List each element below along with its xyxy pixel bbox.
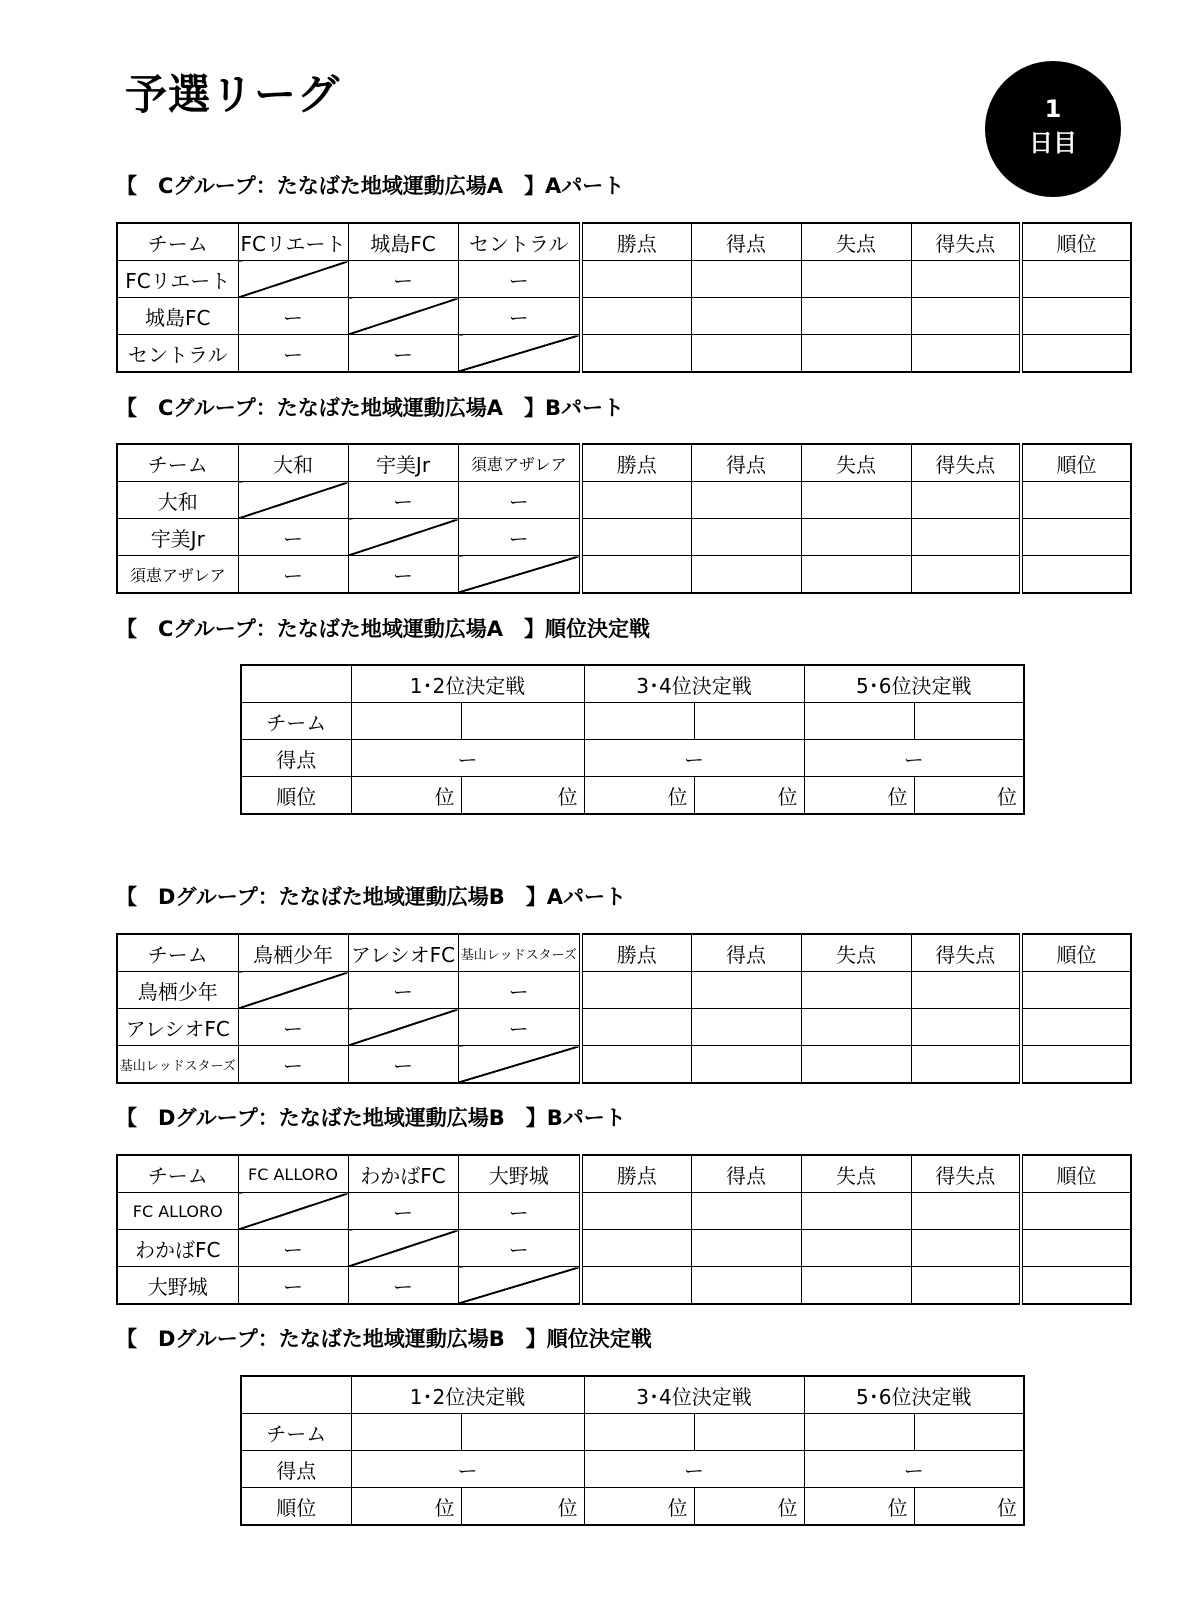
points-cell [581,972,691,1009]
score-cell: ー [351,1451,584,1488]
header-opponent: 鳥栖少年 [238,934,348,972]
team-row [117,1046,1131,1084]
section-heading: 【 Dグループ：たなばた地域運動広場B 】Aパート [116,885,627,909]
diagonal-cell [238,1193,348,1230]
score-cell: ー [584,1451,804,1488]
final-header-row [241,665,1024,703]
header-goals-for: 得点 [691,444,801,482]
section-heading: 【 Cグループ：たなばた地域運動広場A 】Bパート [116,396,624,420]
diagonal-cell [238,482,348,519]
goals-against-cell [801,519,911,556]
team-name: 城島FC [117,298,238,335]
header-opponent: 須恵アザレア [458,444,581,482]
match-title: 1･2位決定戦 [351,1376,584,1414]
rank-cell: 位 [804,777,914,815]
final-score-row [241,740,1024,777]
team-name: FC ALLORO [117,1193,238,1230]
goal-difference-cell [911,1193,1021,1230]
section-heading: 【 Cグループ：たなばた地域運動広場A 】順位決定戦 [116,617,650,641]
final-score-row [241,1451,1024,1488]
header-opponent: アレシオFC [348,934,458,972]
points-cell [581,482,691,519]
points-cell [581,298,691,335]
header-goal-difference: 得失点 [911,223,1021,261]
rank-cell [1021,261,1131,298]
blank-cell [241,1376,351,1414]
goals-for-cell [691,1230,801,1267]
goals-for-cell [691,298,801,335]
score-cell: ー [458,482,581,519]
league-table-c-a [116,222,1132,373]
final-team-row [241,703,1024,740]
rank-cell: 位 [351,1488,461,1526]
score-cell: ー [348,972,458,1009]
header-goals-against: 失点 [801,444,911,482]
points-cell [581,335,691,373]
score-cell: ー [458,519,581,556]
team-row [117,1230,1131,1267]
goals-against-cell [801,261,911,298]
league-table-c-b [116,443,1132,594]
day-badge [985,61,1121,197]
score-cell: ー [458,1009,581,1046]
rank-cell [1021,519,1131,556]
goal-difference-cell [911,556,1021,594]
score-cell: ー [351,740,584,777]
team-cell [351,703,461,740]
day-number: 1 [1044,95,1062,123]
rank-cell: 位 [914,777,1024,815]
header-team: チーム [117,934,238,972]
goals-against-cell [801,1009,911,1046]
header-row [117,1155,1131,1193]
final-rank-row [241,777,1024,815]
score-cell: ー [804,740,1024,777]
points-cell [581,1046,691,1084]
rank-cell [1021,1046,1131,1084]
rank-cell [1021,298,1131,335]
header-row [117,223,1131,261]
goal-difference-cell [911,972,1021,1009]
page-title: 予選リーグ [125,70,341,119]
header-goals-for: 得点 [691,934,801,972]
diagonal-cell [458,1267,581,1305]
rank-cell: 位 [351,777,461,815]
day-label: 日目 [1029,129,1077,157]
score-cell: ー [238,1230,348,1267]
header-opponent: 基山レッドスターズ [458,934,581,972]
team-cell [461,703,584,740]
goals-for-cell [691,1267,801,1305]
rank-cell [1021,1009,1131,1046]
header-row [117,444,1131,482]
team-name: 大和 [117,482,238,519]
header-opponent: 宇美Jr [348,444,458,482]
team-row [117,1267,1131,1305]
goals-for-cell [691,261,801,298]
points-cell [581,519,691,556]
header-goals-for: 得点 [691,1155,801,1193]
goal-difference-cell [911,519,1021,556]
goal-difference-cell [911,1267,1021,1305]
header-opponent: FCリエート [238,223,348,261]
blank-cell [241,665,351,703]
header-opponent: 城島FC [348,223,458,261]
header-goals-against: 失点 [801,934,911,972]
team-cell [694,1414,804,1451]
team-cell [694,703,804,740]
diagonal-cell [348,1230,458,1267]
score-cell: ー [348,1046,458,1084]
diagonal-cell [348,298,458,335]
score-cell: ー [348,261,458,298]
match-title: 3･4位決定戦 [584,1376,804,1414]
header-rank: 順位 [1021,444,1131,482]
team-row [117,298,1131,335]
league-table-d-a [116,933,1132,1084]
header-goals-against: 失点 [801,1155,911,1193]
points-cell [581,1009,691,1046]
team-row [117,519,1131,556]
goals-against-cell [801,482,911,519]
score-cell: ー [458,972,581,1009]
score-cell: ー [238,1267,348,1305]
points-cell [581,1267,691,1305]
rank-cell: 位 [461,777,584,815]
score-cell: ー [458,261,581,298]
points-cell [581,556,691,594]
rank-cell: 位 [694,777,804,815]
header-team: チーム [117,1155,238,1193]
row-label: チーム [241,1414,351,1451]
match-title: 5･6位決定戦 [804,1376,1024,1414]
points-cell [581,1230,691,1267]
header-rank: 順位 [1021,934,1131,972]
goal-difference-cell [911,261,1021,298]
diagonal-cell [458,335,581,373]
diagonal-cell [458,1046,581,1084]
goals-against-cell [801,972,911,1009]
score-cell: ー [348,335,458,373]
header-goal-difference: 得失点 [911,934,1021,972]
score-cell: ー [348,482,458,519]
team-name: わかばFC [117,1230,238,1267]
team-name: 鳥栖少年 [117,972,238,1009]
goals-for-cell [691,1009,801,1046]
diagonal-cell [348,1009,458,1046]
team-cell [804,703,914,740]
row-label: 順位 [241,1488,351,1526]
header-goals-against: 失点 [801,223,911,261]
team-name: 基山レッドスターズ [117,1046,238,1084]
score-cell: ー [458,1230,581,1267]
score-cell: ー [238,556,348,594]
goals-for-cell [691,1046,801,1084]
score-cell: ー [804,1451,1024,1488]
header-goal-difference: 得失点 [911,444,1021,482]
league-table-d-b [116,1154,1132,1305]
score-cell: ー [238,335,348,373]
section-heading: 【 Dグループ：たなばた地域運動広場B 】順位決定戦 [116,1327,652,1351]
team-row [117,972,1131,1009]
team-cell [351,1414,461,1451]
goals-against-cell [801,1230,911,1267]
score-cell: ー [584,740,804,777]
final-table-c [240,664,1025,815]
header-points: 勝点 [581,934,691,972]
goals-for-cell [691,482,801,519]
header-team: チーム [117,223,238,261]
goal-difference-cell [911,298,1021,335]
header-goals-for: 得点 [691,223,801,261]
rank-cell: 位 [584,1488,694,1526]
team-name: 須恵アザレア [117,556,238,594]
header-opponent: FC ALLORO [238,1155,348,1193]
goals-for-cell [691,519,801,556]
header-opponent: 大野城 [458,1155,581,1193]
header-goal-difference: 得失点 [911,1155,1021,1193]
final-table-d [240,1375,1025,1526]
match-title: 5･6位決定戦 [804,665,1024,703]
header-row [117,934,1131,972]
points-cell [581,261,691,298]
rank-cell [1021,335,1131,373]
points-cell [581,1193,691,1230]
team-row [117,482,1131,519]
goals-for-cell [691,556,801,594]
score-cell: ー [458,1193,581,1230]
team-name: セントラル [117,335,238,373]
diagonal-cell [238,972,348,1009]
team-cell [584,1414,694,1451]
rank-cell [1021,1267,1131,1305]
row-label: チーム [241,703,351,740]
team-row [117,556,1131,594]
rank-cell [1021,1230,1131,1267]
match-title: 1･2位決定戦 [351,665,584,703]
rank-cell [1021,556,1131,594]
team-name: FCリエート [117,261,238,298]
goal-difference-cell [911,1009,1021,1046]
goal-difference-cell [911,1230,1021,1267]
rank-cell: 位 [914,1488,1024,1526]
rank-cell [1021,1193,1131,1230]
goals-against-cell [801,335,911,373]
team-row [117,1193,1131,1230]
diagonal-cell [238,261,348,298]
team-row [117,261,1131,298]
score-cell: ー [238,1046,348,1084]
goals-against-cell [801,1193,911,1230]
rank-cell [1021,972,1131,1009]
final-rank-row [241,1488,1024,1526]
header-rank: 順位 [1021,223,1131,261]
team-cell [914,1414,1024,1451]
team-name: 宇美Jr [117,519,238,556]
goals-against-cell [801,298,911,335]
score-cell: ー [238,298,348,335]
header-opponent: 大和 [238,444,348,482]
header-team: チーム [117,444,238,482]
match-title: 3･4位決定戦 [584,665,804,703]
final-team-row [241,1414,1024,1451]
rank-cell [1021,482,1131,519]
header-opponent: セントラル [458,223,581,261]
team-cell [584,703,694,740]
header-points: 勝点 [581,444,691,482]
score-cell: ー [348,1267,458,1305]
team-row [117,1009,1131,1046]
header-rank: 順位 [1021,1155,1131,1193]
team-row [117,335,1131,373]
team-cell [461,1414,584,1451]
team-cell [804,1414,914,1451]
row-label: 得点 [241,1451,351,1488]
final-header-row [241,1376,1024,1414]
team-cell [914,703,1024,740]
rank-cell: 位 [694,1488,804,1526]
score-cell: ー [458,298,581,335]
goal-difference-cell [911,482,1021,519]
header-points: 勝点 [581,223,691,261]
goals-for-cell [691,335,801,373]
row-label: 順位 [241,777,351,815]
score-cell: ー [348,1193,458,1230]
score-cell: ー [238,1009,348,1046]
goals-against-cell [801,556,911,594]
score-cell: ー [348,556,458,594]
section-heading: 【 Cグループ：たなばた地域運動広場A 】Aパート [116,174,625,198]
goal-difference-cell [911,335,1021,373]
row-label: 得点 [241,740,351,777]
team-name: 大野城 [117,1267,238,1305]
rank-cell: 位 [584,777,694,815]
rank-cell: 位 [461,1488,584,1526]
section-heading: 【 Dグループ：たなばた地域運動広場B 】Bパート [116,1106,626,1130]
header-opponent: わかばFC [348,1155,458,1193]
goals-for-cell [691,972,801,1009]
goals-for-cell [691,1193,801,1230]
diagonal-cell [458,556,581,594]
goal-difference-cell [911,1046,1021,1084]
rank-cell: 位 [804,1488,914,1526]
header-points: 勝点 [581,1155,691,1193]
goals-against-cell [801,1267,911,1305]
team-name: アレシオFC [117,1009,238,1046]
score-cell: ー [238,519,348,556]
goals-against-cell [801,1046,911,1084]
diagonal-cell [348,519,458,556]
